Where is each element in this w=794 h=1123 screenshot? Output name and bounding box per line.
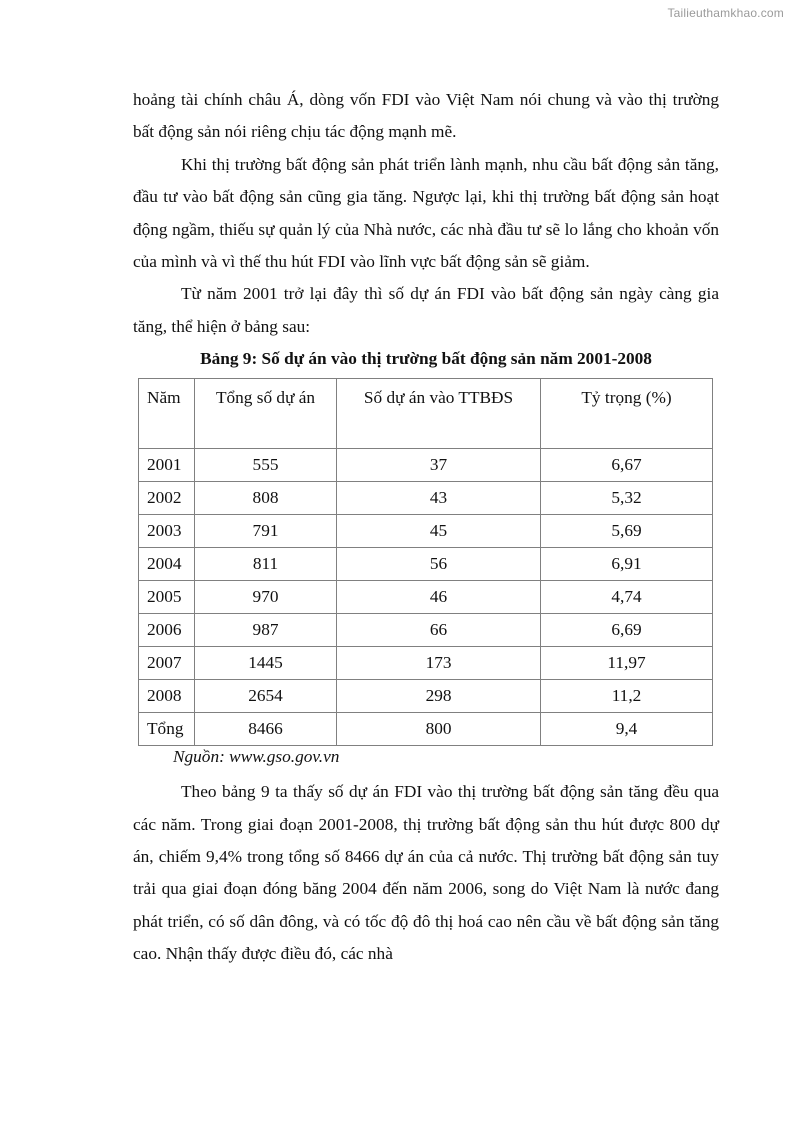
- cell-total: 987: [194, 614, 336, 647]
- table-row: [139, 482, 713, 515]
- cell-share: 6,69: [540, 614, 712, 647]
- cell-year: 2005: [139, 581, 195, 614]
- cell-year: 2006: [139, 614, 195, 647]
- table-source: Nguồn: www.gso.gov.vn: [173, 747, 340, 767]
- paragraph-2: Khi thị trường bất động sản phát triển lành mạnh, nhu cầu bất động sản tăng, đầu tư vào bất động sản cũng gia tăng. Ngược lại, khi thị trường bất động sản hoạt động ngầm, thiếu sự quản lý của Nhà nước, các nhà đầu tư sẽ lo lắng cho khoản vốn của mình và vì thế thu hút FDI vào lĩnh vực bất động sản sẽ giảm.: [133, 154, 719, 272]
- table-row: [139, 614, 713, 647]
- cell-share: 6,91: [540, 548, 712, 581]
- table-header-row: [139, 379, 713, 449]
- cell-total: 8466: [194, 713, 336, 746]
- cell-total: 808: [194, 482, 336, 515]
- cell-share: 4,74: [540, 581, 712, 614]
- cell-real-estate: 45: [337, 515, 541, 548]
- table-caption: Bảng 9: Số dự án vào thị trường bất động sản năm 2001-2008: [200, 349, 652, 369]
- cell-real-estate: 66: [337, 614, 541, 647]
- watermark: Tailieuthamkhao.com: [667, 6, 784, 20]
- cell-total: 1445: [194, 647, 336, 680]
- cell-real-estate: 800: [337, 713, 541, 746]
- cell-share: 6,67: [540, 449, 712, 482]
- column-header-share: Tỷ trọng (%): [540, 379, 712, 449]
- cell-total: 2654: [194, 680, 336, 713]
- cell-share: 5,32: [540, 482, 712, 515]
- cell-real-estate: 46: [337, 581, 541, 614]
- column-header-real-estate-projects: Số dự án vào TTBĐS: [337, 379, 541, 449]
- table-row: [139, 449, 713, 482]
- data-table: [138, 378, 713, 746]
- cell-year: 2007: [139, 647, 195, 680]
- table-row: [139, 548, 713, 581]
- cell-real-estate: 173: [337, 647, 541, 680]
- document-page: [133, 84, 719, 971]
- column-header-total-projects: Tổng số dự án: [194, 379, 336, 449]
- paragraph-1: hoảng tài chính châu Á, dòng vốn FDI vào Việt Nam nói chung và vào thị trường bất động sản nói riêng chịu tác động mạnh mẽ.: [133, 90, 719, 142]
- cell-real-estate: 298: [337, 680, 541, 713]
- cell-real-estate: 43: [337, 482, 541, 515]
- cell-year: 2001: [139, 449, 195, 482]
- cell-year: 2002: [139, 482, 195, 515]
- cell-share: 5,69: [540, 515, 712, 548]
- cell-real-estate: 37: [337, 449, 541, 482]
- table-row: [139, 581, 713, 614]
- table-row-total: [139, 713, 713, 746]
- cell-total: 791: [194, 515, 336, 548]
- table-row: [139, 680, 713, 713]
- paragraph-3: Từ năm 2001 trở lại đây thì số dự án FDI vào bất động sản ngày càng gia tăng, thể hiện ở bảng sau:: [133, 284, 719, 336]
- cell-year: 2003: [139, 515, 195, 548]
- cell-total: 811: [194, 548, 336, 581]
- cell-year: 2008: [139, 680, 195, 713]
- paragraph-4: Theo bảng 9 ta thấy số dự án FDI vào thị trường bất động sản tăng đều qua các năm. Trong giai đoạn 2001-2008, thị trường bất động sản thu hút được 800 dự án, chiếm 9,4% trong tổng số 8466 dự án của cả nước. Thị trường bất động sản tuy trải qua giai đoạn đóng băng 2004 đến năm 2006, song do Việt Nam là nước đang phát triển, có số dân đông, và có tốc độ đô thị hoá cao nên cầu về bất động sản tăng cao. Nhận thấy được điều đó, các nhà: [133, 782, 719, 964]
- cell-year: Tổng: [139, 713, 195, 746]
- cell-total: 970: [194, 581, 336, 614]
- table-row: [139, 515, 713, 548]
- table-row: [139, 647, 713, 680]
- column-header-year: Năm: [139, 379, 195, 449]
- cell-share: 11,97: [540, 647, 712, 680]
- cell-share: 9,4: [540, 713, 712, 746]
- cell-share: 11,2: [540, 680, 712, 713]
- cell-real-estate: 56: [337, 548, 541, 581]
- cell-year: 2004: [139, 548, 195, 581]
- cell-total: 555: [194, 449, 336, 482]
